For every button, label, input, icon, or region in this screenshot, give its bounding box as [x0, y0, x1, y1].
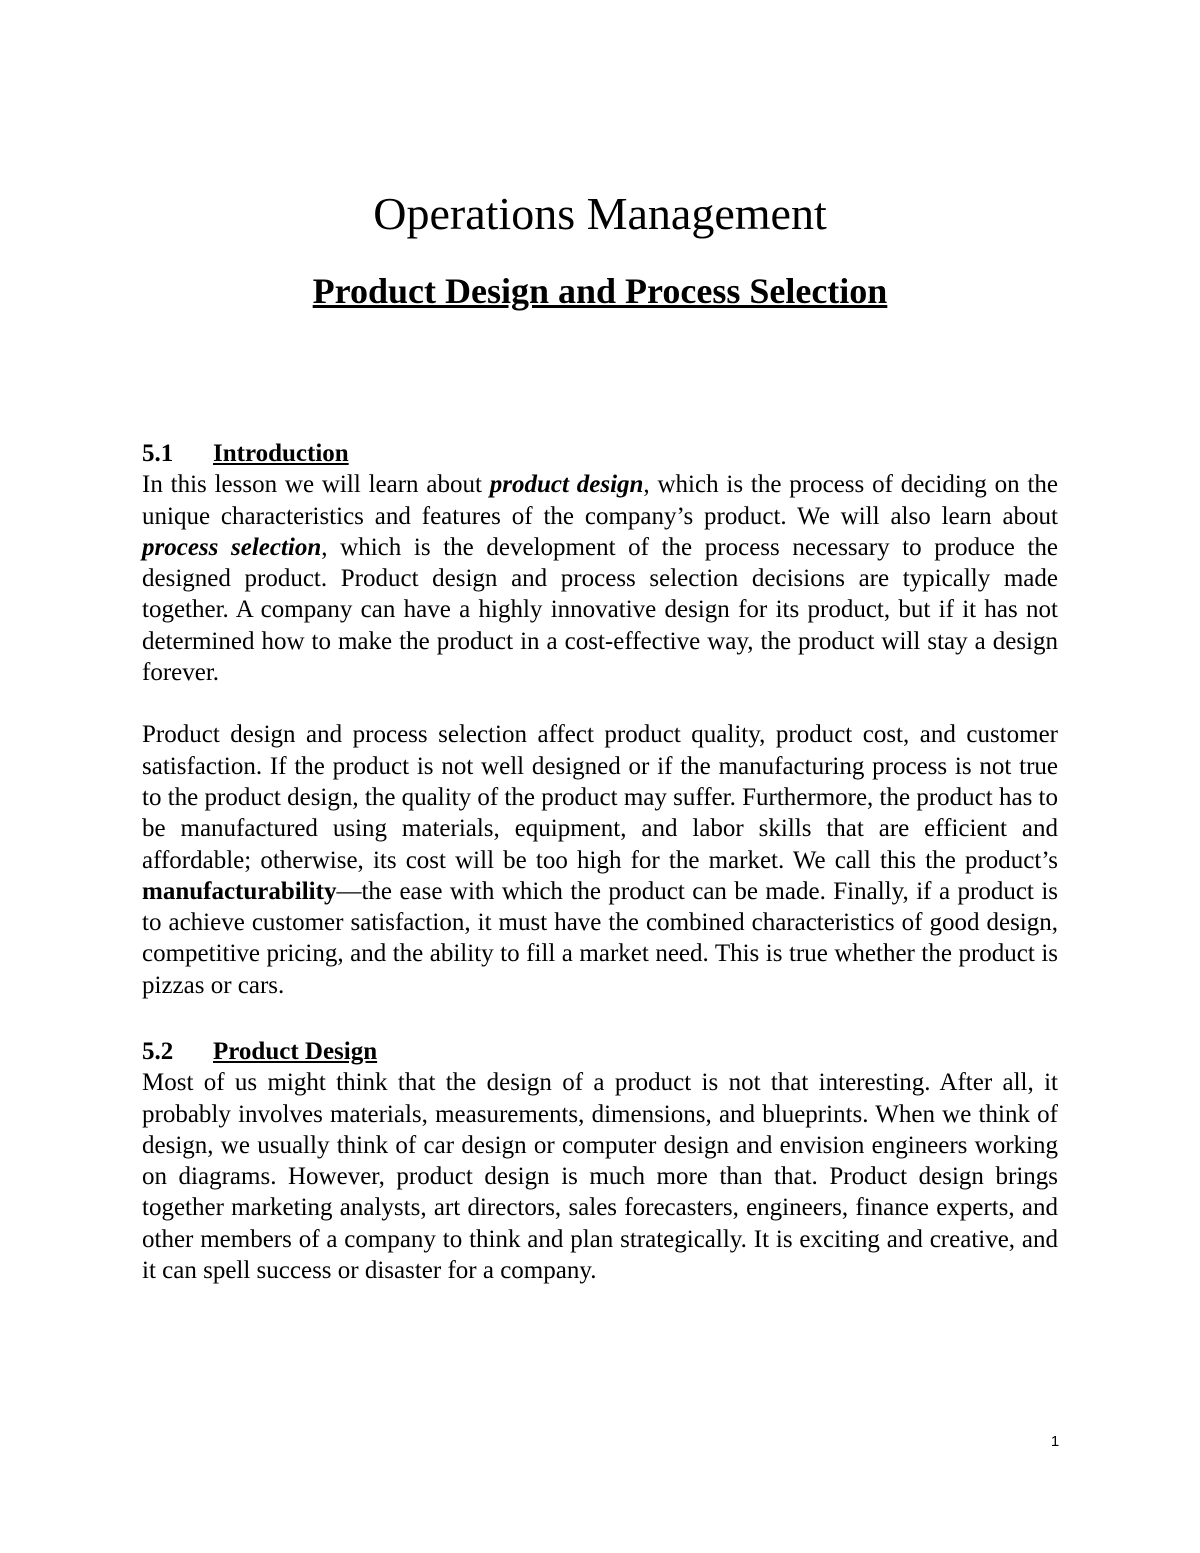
paragraph	[142, 469, 1058, 688]
document-subtitle: Product Design and Process Selection	[312, 271, 888, 311]
term-process-selection: process selection	[142, 533, 322, 561]
paragraph: Most of us might think that the design of a product is not that interesting. After all, it probably involves materials, measurements, dimensions, and blueprints. When we think of design, we usually think of car design or computer design and envision engineers working on diagrams. However, product design is much more than that. Product design brings together marketing analysts, art directors, sales forecasters, engineers, finance experts, and other members of a company to think and plan strategically. It is exciting and creative, and it can spell success or disaster for a company.	[142, 1069, 1058, 1285]
section-heading	[142, 1036, 1058, 1067]
paragraph-text: Product design and process selection affect product quality, product cost, and customer satisfaction. If the product is not well designed or if the manufacturing process is not true to the product design, the quality of the product may suffer. Furthermore, the product has to be manufactured using materials, equipment, and labor skills that are efficient and affordable; otherwise, its cost will be too high for the market. We call this the product’s	[142, 721, 1058, 874]
paragraph	[142, 719, 1058, 1001]
paragraph-text: —the ease with which the product can be made. Finally, if a product is to achieve customer satisfaction, it must have the combined characteristics of good design, competitive pricing, and the ability to fill a market need. This is true whether the product is pizzas or cars.	[142, 877, 1058, 999]
section-number: 5.2	[142, 1038, 174, 1065]
section-title: Introduction	[213, 440, 349, 467]
term-product-design: product design	[489, 471, 644, 499]
paragraph-text: In this lesson we will learn about	[142, 471, 490, 499]
paragraph-text: , which is the process of deciding on the unique characteristics and features of the company’s product. We will also learn about	[142, 471, 1058, 530]
section-heading	[142, 438, 1058, 469]
section-product-design	[142, 1036, 1058, 1286]
section-number: 5.1	[142, 440, 174, 467]
document-title: Operations Management	[373, 188, 827, 239]
section-introduction	[142, 438, 1058, 1001]
section-title: Product Design	[213, 1038, 378, 1065]
page-number: 1	[1050, 1433, 1060, 1450]
paragraph-text: , which is the development of the process necessary to produce the designed product. Product design and process selection decisions are typically made together. A company can have a highly innovative design for its product, but if it has not determined how to make the product in a cost-effective way, the product will stay a design forever.	[142, 533, 1058, 687]
term-manufacturability: manufacturability	[142, 877, 337, 905]
